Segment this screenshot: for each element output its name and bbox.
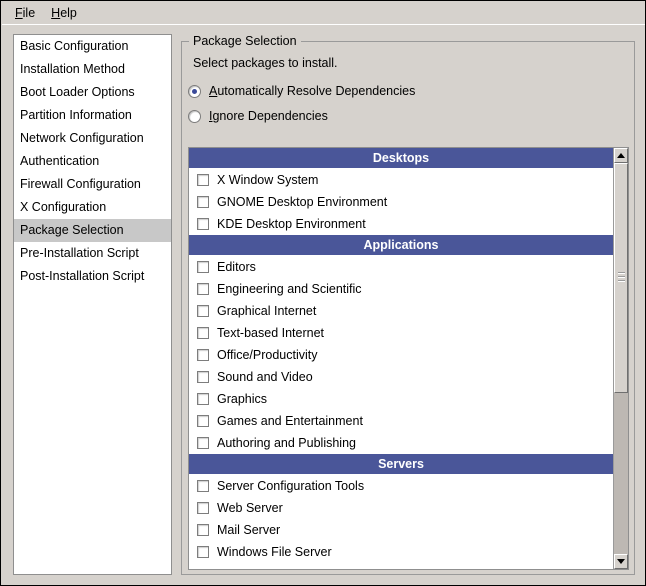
checkbox-server-configuration-tools[interactable] <box>197 480 209 492</box>
menubar-separator <box>2 24 645 25</box>
checkbox-windows-file-server[interactable] <box>197 546 209 558</box>
package-list[interactable] <box>189 148 613 569</box>
group-title: Package Selection <box>189 34 301 48</box>
chevron-up-icon <box>617 153 625 158</box>
section-list[interactable] <box>13 34 172 575</box>
sidebar-item-package-selection[interactable]: Package Selection <box>14 219 171 242</box>
package-row-web-server[interactable] <box>189 497 613 519</box>
menu-help[interactable]: Help <box>51 5 77 20</box>
checkbox-kde-desktop-environment[interactable] <box>197 218 209 230</box>
checkbox-text-based-internet[interactable] <box>197 327 209 339</box>
scrollbar-thumb[interactable] <box>614 163 628 393</box>
package-list-scrollbar[interactable] <box>613 148 628 569</box>
package-label: Graphical Internet <box>217 304 317 318</box>
checkbox-graphical-internet[interactable] <box>197 305 209 317</box>
checkbox-engineering-and-scientific[interactable] <box>197 283 209 295</box>
sidebar-item-network-configuration[interactable]: Network Configuration <box>20 131 144 145</box>
sidebar-item-partition-information[interactable]: Partition Information <box>20 108 132 122</box>
package-label: KDE Desktop Environment <box>217 217 366 231</box>
menu-bar <box>2 2 645 24</box>
checkbox-authoring-and-publishing[interactable] <box>197 437 209 449</box>
package-label: Editors <box>217 260 256 274</box>
chevron-down-icon <box>617 559 625 564</box>
package-label: Text-based Internet <box>217 326 325 340</box>
category-header-servers: Servers <box>189 454 613 475</box>
package-row-text-based-internet[interactable] <box>189 322 613 344</box>
package-row-sound-and-video[interactable] <box>189 366 613 388</box>
group-description: Select packages to install. <box>193 56 338 70</box>
sidebar-item-pre-installation-script[interactable]: Pre-Installation Script <box>20 246 139 260</box>
package-label: Engineering and Scientific <box>217 282 362 296</box>
sidebar-item-post-installation-script[interactable]: Post-Installation Script <box>20 269 145 283</box>
package-row-kde-desktop-environment[interactable] <box>189 213 613 235</box>
package-row-gnome-desktop-environment[interactable] <box>189 191 613 213</box>
checkbox-x-window-system[interactable] <box>197 174 209 186</box>
package-row-games-and-entertainment[interactable] <box>189 410 613 432</box>
package-row-engineering-and-scientific[interactable] <box>189 278 613 300</box>
category-header-applications: Applications <box>189 235 613 256</box>
sidebar-item-x-configuration[interactable]: X Configuration <box>20 200 107 214</box>
package-label: GNOME Desktop Environment <box>217 195 388 209</box>
package-row-windows-file-server[interactable] <box>189 541 613 563</box>
scroll-up-button[interactable] <box>614 148 628 163</box>
sidebar-item-authentication[interactable]: Authentication <box>20 154 100 168</box>
sidebar-item-firewall-configuration[interactable]: Firewall Configuration <box>20 177 141 191</box>
package-label: Graphics <box>217 392 268 406</box>
menu-file[interactable]: File <box>15 5 36 20</box>
category-header-desktops: Desktops <box>189 148 613 169</box>
package-label: Server Configuration Tools <box>217 479 365 493</box>
scrollbar-track[interactable] <box>614 163 628 554</box>
checkbox-graphics[interactable] <box>197 393 209 405</box>
sidebar-item-basic-configuration[interactable]: Basic Configuration <box>20 39 129 53</box>
package-row-editors[interactable] <box>189 256 613 278</box>
package-label: Mail Server <box>217 523 281 537</box>
checkbox-web-server[interactable] <box>197 502 209 514</box>
package-row-x-window-system[interactable] <box>189 169 613 191</box>
sidebar-item-installation-method[interactable]: Installation Method <box>20 62 125 76</box>
scrollbar-grip-icon <box>618 272 625 284</box>
package-list-frame <box>188 147 629 570</box>
checkbox-editors[interactable] <box>197 261 209 273</box>
package-row-mail-server[interactable] <box>189 519 613 541</box>
radio-auto-resolve-label: Automatically Resolve Dependencies <box>209 84 416 98</box>
radio-ignore-indicator[interactable] <box>188 110 201 123</box>
package-label: Web Server <box>217 501 283 515</box>
package-label: Authoring and Publishing <box>217 436 356 450</box>
package-row-office-productivity[interactable] <box>189 344 613 366</box>
checkbox-mail-server[interactable] <box>197 524 209 536</box>
checkbox-gnome-desktop-environment[interactable] <box>197 196 209 208</box>
checkbox-office-productivity[interactable] <box>197 349 209 361</box>
package-row-authoring-and-publishing[interactable] <box>189 432 613 454</box>
package-label: Games and Entertainment <box>217 414 363 428</box>
radio-ignore-dependencies[interactable] <box>188 109 328 123</box>
package-label: Windows File Server <box>217 545 332 559</box>
package-label: Office/Productivity <box>217 348 318 362</box>
radio-ignore-label: Ignore Dependencies <box>209 109 328 123</box>
radio-auto-resolve-dependencies[interactable] <box>188 84 415 98</box>
package-label: Sound and Video <box>217 370 313 384</box>
radio-auto-resolve-indicator[interactable] <box>188 85 201 98</box>
checkbox-sound-and-video[interactable] <box>197 371 209 383</box>
package-label: X Window System <box>217 173 319 187</box>
package-row-graphical-internet[interactable] <box>189 300 613 322</box>
package-row-graphics[interactable] <box>189 388 613 410</box>
scroll-down-button[interactable] <box>614 554 628 569</box>
package-row-server-configuration-tools[interactable] <box>189 475 613 497</box>
checkbox-games-and-entertainment[interactable] <box>197 415 209 427</box>
sidebar-item-boot-loader-options[interactable]: Boot Loader Options <box>20 85 135 99</box>
